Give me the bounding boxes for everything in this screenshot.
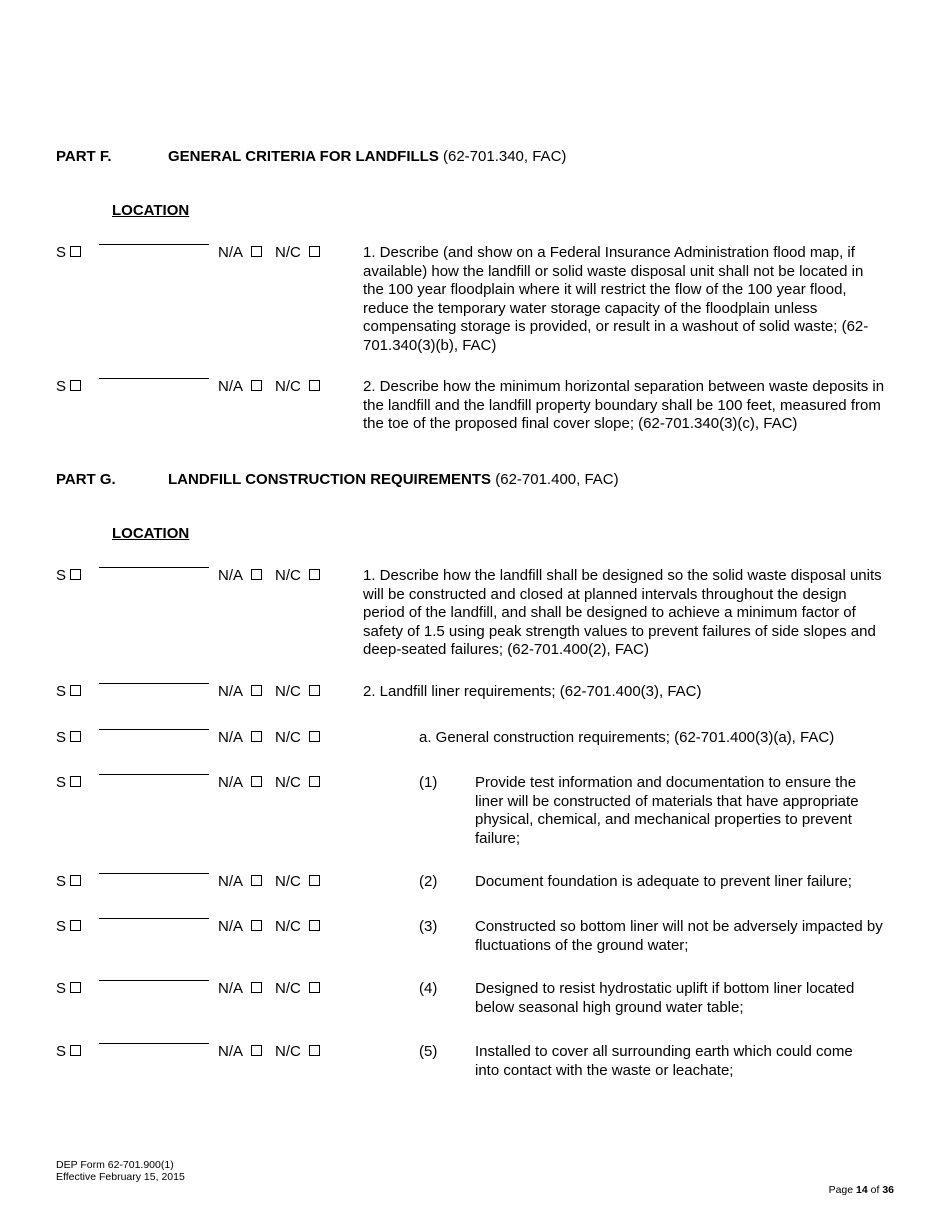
subitem-number: (2) (419, 873, 438, 890)
part-reference: (62-701.340, FAC) (438, 148, 567, 165)
current-page: 14 (856, 1184, 868, 1196)
item-description: a. General construction requirements; (62-701.400(3)(a), FAC) (419, 729, 835, 746)
nc-checkbox[interactable] (309, 685, 320, 696)
na-checkbox[interactable] (251, 685, 262, 696)
na-label: N/A (218, 244, 244, 261)
item-description: 1. Describe how the landfill shall be designed so the solid waste disposal units will be constructed and closed at planned intervals throughout the design period of the landfill, and shall be designed to achieve a minimum factor of safety of 1.5 using peak strength values to prevent failures of side slopes and deep-seated failures; (62-701.400(2), FAC) (363, 567, 882, 658)
na-label: N/A (218, 1043, 244, 1060)
nc-label: N/C (275, 980, 301, 997)
na-label: N/A (218, 729, 244, 746)
item-description: 1. Describe (and show on a Federal Insurance Administration flood map, if available) how the landfill or solid waste disposal unit shall not be located in the 100 year floodplain where it will restrict the flow of the 100 year flood, reduce the temporary water storage capacity of the floodplain unless compensating storage is provided, or result in a washout of solid waste; (62-701.340(3)(b), FAC) (363, 244, 869, 354)
s-label: S (56, 1043, 67, 1060)
s-checkbox[interactable] (70, 875, 81, 886)
nc-checkbox[interactable] (309, 731, 320, 742)
s-label: S (56, 567, 67, 584)
subitem-description: Installed to cover all surrounding earth which could come into contact with the waste or leachate; (475, 1043, 853, 1079)
s-checkbox[interactable] (70, 246, 81, 257)
nc-label: N/C (275, 729, 301, 746)
s-checkbox[interactable] (70, 569, 81, 580)
subitem-number: (4) (419, 980, 438, 997)
na-label: N/A (218, 873, 244, 890)
subitem-description: Constructed so bottom liner will not be adversely impacted by fluctuations of the ground water; (475, 918, 883, 954)
effective-date: Effective February 15, 2015 (56, 1171, 185, 1183)
signature-line[interactable] (99, 918, 209, 919)
subitem-number: (3) (419, 918, 438, 935)
s-checkbox[interactable] (70, 731, 81, 742)
na-checkbox[interactable] (251, 569, 262, 580)
part-title: LANDFILL CONSTRUCTION REQUIREMENTS (168, 471, 492, 488)
nc-checkbox[interactable] (309, 569, 320, 580)
na-label: N/A (218, 918, 244, 935)
nc-label: N/C (275, 378, 301, 395)
s-label: S (56, 918, 67, 935)
signature-line[interactable] (99, 683, 209, 684)
na-checkbox[interactable] (251, 380, 262, 391)
location-heading: LOCATION (112, 525, 190, 542)
part-label: PART G. (56, 471, 116, 488)
form-footer (56, 1159, 185, 1183)
s-label: S (56, 873, 67, 890)
part-f-heading (56, 148, 566, 166)
s-checkbox[interactable] (70, 685, 81, 696)
s-label: S (56, 774, 67, 791)
na-label: N/A (218, 980, 244, 997)
item-description: 2. Landfill liner requirements; (62-701.400(3), FAC) (363, 683, 702, 700)
signature-line[interactable] (99, 378, 209, 379)
nc-checkbox[interactable] (309, 982, 320, 993)
s-label: S (56, 378, 67, 395)
nc-label: N/C (275, 244, 301, 261)
na-label: N/A (218, 683, 244, 700)
total-pages: 36 (882, 1184, 894, 1196)
s-checkbox[interactable] (70, 920, 81, 931)
nc-label: N/C (275, 683, 301, 700)
na-checkbox[interactable] (251, 982, 262, 993)
page-number (829, 1184, 894, 1196)
s-label: S (56, 980, 67, 997)
nc-checkbox[interactable] (309, 776, 320, 787)
item-description: 2. Describe how the minimum horizontal separation between waste deposits in the landfill and the landfill property boundary shall be 100 feet, measured from the toe of the proposed final cover slope; (62-701.340(3)(c), FAC) (363, 378, 885, 432)
nc-checkbox[interactable] (309, 875, 320, 886)
s-checkbox[interactable] (70, 380, 81, 391)
part-g-heading (56, 471, 619, 489)
page-of: of (867, 1184, 883, 1196)
s-label: S (56, 729, 67, 746)
nc-label: N/C (275, 1043, 301, 1060)
signature-line[interactable] (99, 774, 209, 775)
na-label: N/A (218, 774, 244, 791)
part-title: GENERAL CRITERIA FOR LANDFILLS (168, 148, 439, 165)
subitem-description: Document foundation is adequate to prevent liner failure; (475, 873, 852, 890)
subitem-description: Designed to resist hydrostatic uplift if bottom liner located below seasonal high ground water table; (475, 980, 855, 1016)
s-checkbox[interactable] (70, 776, 81, 787)
s-checkbox[interactable] (70, 1045, 81, 1056)
signature-line[interactable] (99, 980, 209, 981)
na-checkbox[interactable] (251, 875, 262, 886)
signature-line[interactable] (99, 244, 209, 245)
nc-label: N/C (275, 774, 301, 791)
nc-label: N/C (275, 873, 301, 890)
subitem-number: (1) (419, 774, 438, 791)
subitem-number: (5) (419, 1043, 438, 1060)
signature-line[interactable] (99, 1043, 209, 1044)
na-checkbox[interactable] (251, 246, 262, 257)
s-checkbox[interactable] (70, 982, 81, 993)
nc-checkbox[interactable] (309, 1045, 320, 1056)
page-prefix: Page (828, 1184, 857, 1196)
na-checkbox[interactable] (251, 920, 262, 931)
location-heading: LOCATION (112, 202, 190, 219)
na-checkbox[interactable] (251, 1045, 262, 1056)
subitem-description: Provide test information and documentation to ensure the liner will be constructed of materials that have appropriate physical, chemical, and mechanical properties to prevent failure; (475, 774, 859, 847)
signature-line[interactable] (99, 567, 209, 568)
nc-checkbox[interactable] (309, 920, 320, 931)
part-label: PART F. (56, 148, 112, 165)
nc-label: N/C (275, 918, 301, 935)
signature-line[interactable] (99, 729, 209, 730)
na-label: N/A (218, 567, 244, 584)
nc-checkbox[interactable] (309, 246, 320, 257)
form-number: DEP Form 62-701.900(1) (56, 1159, 174, 1171)
na-checkbox[interactable] (251, 776, 262, 787)
nc-checkbox[interactable] (309, 380, 320, 391)
nc-label: N/C (275, 567, 301, 584)
na-checkbox[interactable] (251, 731, 262, 742)
na-label: N/A (218, 378, 244, 395)
part-reference: (62-701.400, FAC) (491, 471, 619, 488)
signature-line[interactable] (99, 873, 209, 874)
s-label: S (56, 683, 67, 700)
